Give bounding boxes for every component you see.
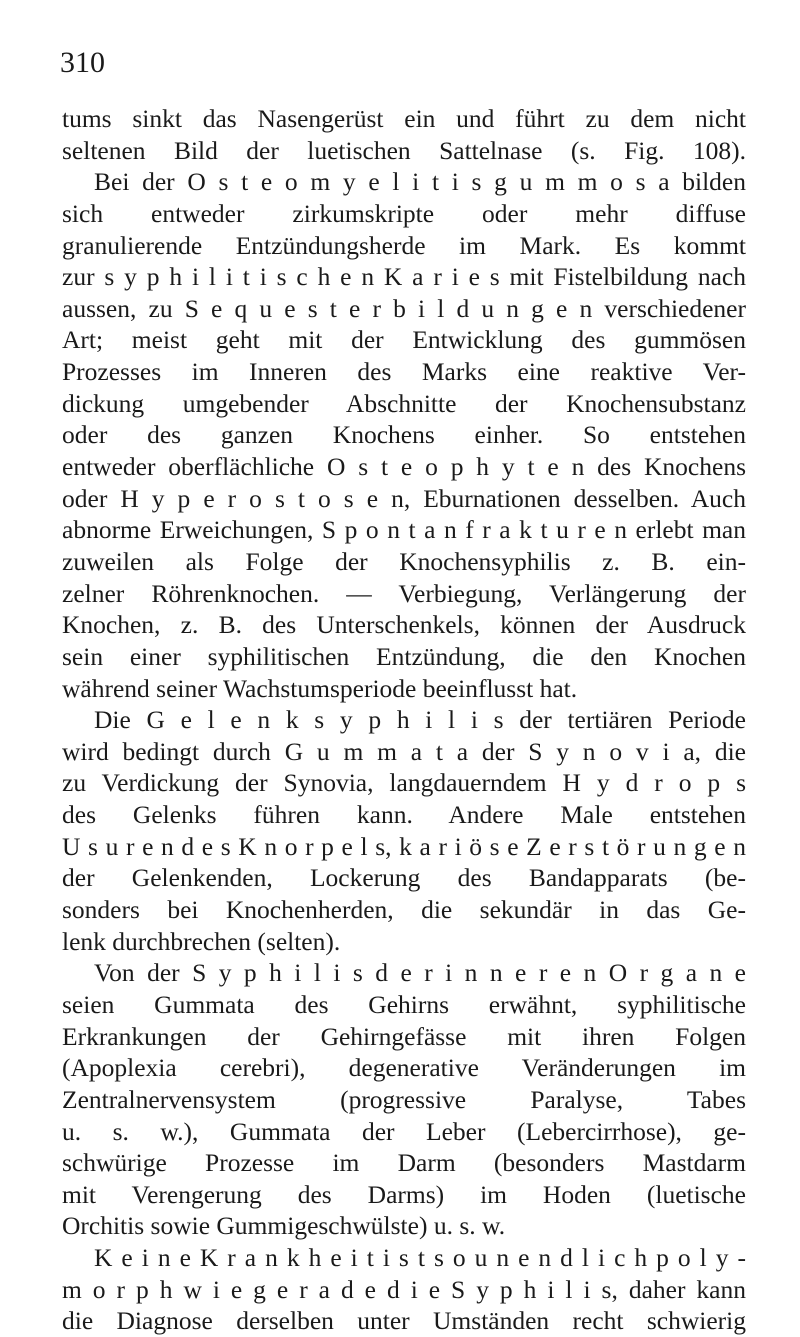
text-line: Art; meist geht mit der Entwicklung des gummösen <box>62 325 746 355</box>
text-line: sich entweder zirkumskripte oder mehr diffuse <box>62 198 746 228</box>
paragraph-end-line: während seiner Wachstumsperiode beeinflusst hat. <box>62 673 578 703</box>
text-line: Prozesses im Inneren des Marks eine reaktive Ver- <box>62 357 746 387</box>
text-line: die Diagnose derselben unter Umständen recht schwierig <box>62 1306 746 1336</box>
text-line: dickung umgebender Abschnitte der Knochensubstanz <box>62 388 746 418</box>
paragraph-start-line: Von der S y p h i l i s d e r i n n e r e n O r g a n e <box>94 958 746 988</box>
text-line: oder des ganzen Knochens einher. So entstehen <box>62 420 746 450</box>
paragraph-start-line: Bei der O s t e o m y e l i t i s g u m m o s a bilden <box>94 167 746 197</box>
body-text <box>62 103 746 1337</box>
text-line: Knochen, z. B. des Unterschenkels, können der Ausdruck <box>62 610 746 640</box>
text-line: zuweilen als Folge der Knochensyphilis z. B. ein- <box>62 546 746 576</box>
text-line: entweder oberflächliche O s t e o p h y t e n des Knochens <box>62 452 746 482</box>
text-line: wird bedingt durch G u m m a t a der S y n o v i a, die <box>62 736 746 766</box>
text-line: des Gelenks führen kann. Andere Male entstehen <box>62 800 746 830</box>
text-line: mit Verengerung des Darms) im Hoden (luetische <box>62 1179 746 1209</box>
text-line: der Gelenkenden, Lockerung des Bandapparats (be- <box>62 863 746 893</box>
paragraph-end-line: Orchitis sowie Gummigeschwülste) u. s. w. <box>62 1211 506 1241</box>
paragraph-start-line: K e i n e K r a n k h e i t i s t s o u n e n d l i c h p o l y - <box>94 1243 746 1273</box>
text-line: zur s y p h i l i t i s c h e n K a r i e s mit Fistelbildung nach <box>62 262 746 292</box>
text-line: schwürige Prozesse im Darm (besonders Mastdarm <box>62 1148 746 1178</box>
paragraph-end-line: lenk durchbrechen (selten). <box>62 926 341 956</box>
text-line: Zentralnervensystem (progressive Paralyse, Tabes <box>62 1084 746 1114</box>
text-line: seien Gummata des Gehirns erwähnt, syphilitische <box>62 989 746 1019</box>
paragraph-start-line: Die G e l e n k s y p h i l i s der tertiären Periode <box>94 705 746 735</box>
text-line: seltenen Bild der luetischen Sattelnase (s. Fig. 108). <box>62 135 746 165</box>
text-line: abnorme Erweichungen, S p o n t a n f r a k t u r e n erlebt man <box>62 515 746 545</box>
text-line: (Apoplexia cerebri), degenerative Veränderungen im <box>62 1053 746 1083</box>
text-line: aussen, zu S e q u e s t e r b i l d u n g e n verschiedener <box>62 293 746 323</box>
text-line: oder H y p e r o s t o s e n, Eburnationen desselben. Auch <box>62 483 746 513</box>
text-line: zelner Röhrenknochen. — Verbiegung, Verlängerung der <box>62 578 746 608</box>
text-line: tums sinkt das Nasengerüst ein und führt zu dem nicht <box>62 104 746 133</box>
text-line: granulierende Entzündungsherde im Mark. Es kommt <box>62 230 746 260</box>
text-line: Erkrankungen der Gehirngefässe mit ihren Folgen <box>62 1021 746 1051</box>
text-line: zu Verdickung der Synovia, langdauerndem H y d r o p s <box>62 768 746 798</box>
text-line: m o r p h w i e g e r a d e d i e S y p h i l i s, daher kann <box>62 1274 746 1304</box>
text-line: sein einer syphilitischen Entzündung, die den Knochen <box>62 641 746 671</box>
text-line: sonders bei Knochenherden, die sekundär in das Ge- <box>62 895 746 925</box>
text-line: u. s. w.), Gummata der Leber (Lebercirrhose), ge- <box>62 1116 746 1146</box>
page-number: 310 <box>60 46 105 79</box>
text-line: U s u r e n d e s K n o r p e l s, k a r i ö s e Z e r s t ö r u n g e n <box>62 831 746 861</box>
